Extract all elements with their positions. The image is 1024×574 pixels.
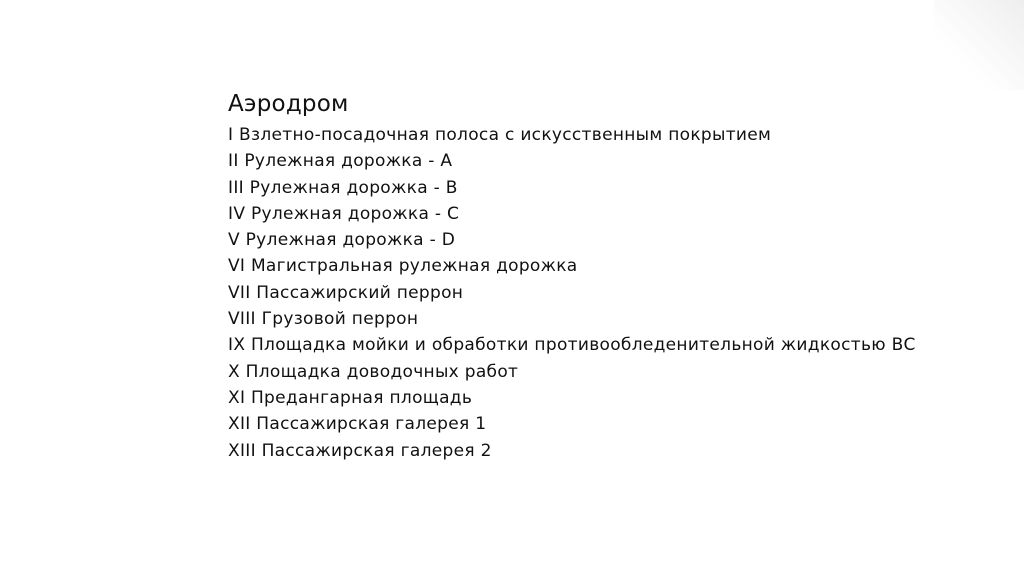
corner-page-curl <box>934 0 1024 90</box>
list-item: VI Магистральная рулежная дорожка <box>228 256 578 277</box>
slide-content <box>228 88 988 464</box>
list-item: II Рулежная дорожка - А <box>228 151 453 172</box>
list-item: VIII Грузовой перрон <box>228 309 419 330</box>
list-item: XII Пассажирская галерея 1 <box>228 414 487 435</box>
list-item: X Площадка доводочных работ <box>228 361 519 382</box>
list-item: XI Предангарная площадь <box>228 387 473 408</box>
list-item: IX Площадка мойки и обработки противообледенительной жидкостью ВС <box>228 335 916 356</box>
list-item: XIII Пассажирская галерея 2 <box>228 440 492 461</box>
list-item: III Рулежная дорожка - В <box>228 177 458 198</box>
slide-title: Аэродром <box>228 91 349 117</box>
list-item: IV Рулежная дорожка - С <box>228 203 460 224</box>
list-item: V Рулежная дорожка - D <box>228 230 456 251</box>
list-item: I Взлетно-посадочная полоса с искусственным покрытием <box>228 125 772 145</box>
aerodrome-element-list <box>228 122 988 464</box>
list-item: VII Пассажирский перрон <box>228 282 464 303</box>
